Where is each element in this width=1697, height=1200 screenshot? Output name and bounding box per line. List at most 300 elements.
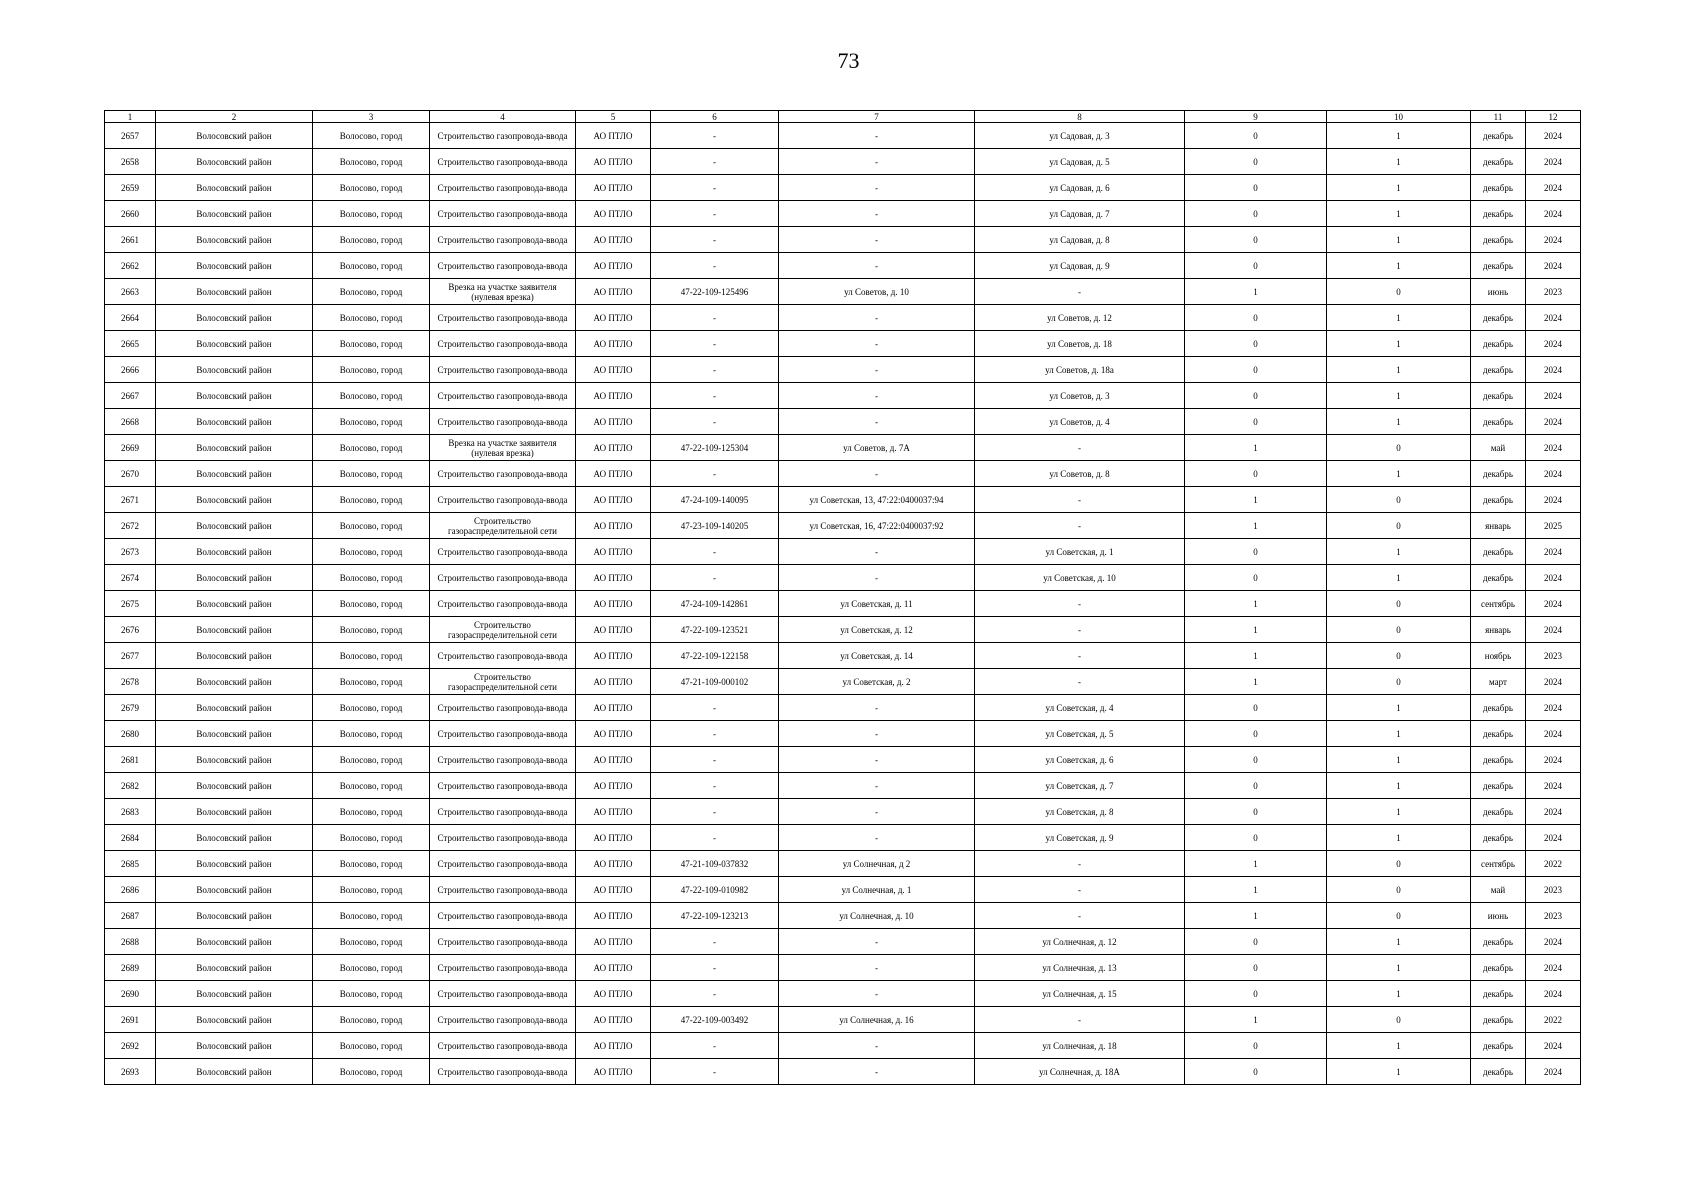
table-cell: ул Советов, д. 10 bbox=[779, 279, 975, 305]
table-cell: АО ПТЛО bbox=[576, 1007, 651, 1033]
table-cell: 2657 bbox=[105, 123, 156, 149]
table-cell: Волосово, город bbox=[313, 799, 430, 825]
table-cell: 0 bbox=[1185, 149, 1327, 175]
table-cell: ул Советская, д. 4 bbox=[975, 695, 1185, 721]
table-cell: Строительство газопровода-ввода bbox=[430, 461, 576, 487]
table-cell: Строительство газопровода-ввода bbox=[430, 305, 576, 331]
table-cell: АО ПТЛО bbox=[576, 669, 651, 695]
table-cell: Волосовский район bbox=[156, 669, 313, 695]
table-cell: 1 bbox=[1327, 539, 1471, 565]
table-cell: - bbox=[779, 955, 975, 981]
table-cell: 2024 bbox=[1526, 695, 1581, 721]
table-cell: Волосово, город bbox=[313, 825, 430, 851]
table-cell: 2024 bbox=[1526, 487, 1581, 513]
table-row bbox=[105, 487, 1581, 513]
table-cell: 1 bbox=[1327, 1033, 1471, 1059]
table-cell: Строительство газопровода-ввода bbox=[430, 383, 576, 409]
table-cell: 2693 bbox=[105, 1059, 156, 1085]
table-cell: - bbox=[975, 435, 1185, 461]
table-cell: Волосовский район bbox=[156, 487, 313, 513]
table-cell: декабрь bbox=[1471, 773, 1526, 799]
table-cell: Волосовский район bbox=[156, 331, 313, 357]
table-cell: - bbox=[779, 1059, 975, 1085]
table-cell: декабрь bbox=[1471, 149, 1526, 175]
table-cell: 2024 bbox=[1526, 1033, 1581, 1059]
column-header: 4 bbox=[430, 111, 576, 123]
table-cell: 47-21-109-000102 bbox=[651, 669, 779, 695]
table-cell: 2024 bbox=[1526, 175, 1581, 201]
table-cell: 0 bbox=[1185, 825, 1327, 851]
table-cell: - bbox=[779, 799, 975, 825]
table-cell: 1 bbox=[1327, 929, 1471, 955]
table-cell: 1 bbox=[1327, 721, 1471, 747]
table-cell: - bbox=[651, 773, 779, 799]
table-cell: 0 bbox=[1185, 383, 1327, 409]
table-cell: 0 bbox=[1185, 955, 1327, 981]
table-cell: 2688 bbox=[105, 929, 156, 955]
table-cell: Волосово, город bbox=[313, 279, 430, 305]
table-cell: Волосово, город bbox=[313, 929, 430, 955]
table-cell: Волосовский район bbox=[156, 461, 313, 487]
table-cell: Строительство газопровода-ввода bbox=[430, 253, 576, 279]
table-cell: АО ПТЛО bbox=[576, 1059, 651, 1085]
table-cell: Волосовский район bbox=[156, 513, 313, 539]
table-cell: - bbox=[651, 357, 779, 383]
table-cell: 1 bbox=[1185, 877, 1327, 903]
table-cell: - bbox=[651, 253, 779, 279]
table-cell: 1 bbox=[1327, 149, 1471, 175]
table-cell: АО ПТЛО bbox=[576, 435, 651, 461]
table-cell: Волосово, город bbox=[313, 305, 430, 331]
table-cell: 2685 bbox=[105, 851, 156, 877]
column-header: 3 bbox=[313, 111, 430, 123]
table-cell: 47-22-109-010982 bbox=[651, 877, 779, 903]
column-header: 2 bbox=[156, 111, 313, 123]
table-cell: Волосовский район bbox=[156, 877, 313, 903]
table-cell: 2024 bbox=[1526, 955, 1581, 981]
table-cell: декабрь bbox=[1471, 331, 1526, 357]
table-row bbox=[105, 1007, 1581, 1033]
table-cell: Волосово, город bbox=[313, 591, 430, 617]
table-cell: ул Садовая, д. 8 bbox=[975, 227, 1185, 253]
table-cell: 2024 bbox=[1526, 591, 1581, 617]
table-cell: Строительство газопровода-ввода bbox=[430, 1007, 576, 1033]
table-row bbox=[105, 305, 1581, 331]
table-cell: - bbox=[779, 747, 975, 773]
table-cell: 1 bbox=[1185, 487, 1327, 513]
table-cell: Строительство газопровода-ввода bbox=[430, 591, 576, 617]
table-cell: - bbox=[651, 461, 779, 487]
table-cell: 2664 bbox=[105, 305, 156, 331]
table-row bbox=[105, 279, 1581, 305]
table-cell: Волосовский район bbox=[156, 175, 313, 201]
table-row bbox=[105, 981, 1581, 1007]
table-cell: 2024 bbox=[1526, 565, 1581, 591]
table-cell: 2670 bbox=[105, 461, 156, 487]
table-cell: - bbox=[779, 123, 975, 149]
table-cell: 0 bbox=[1185, 929, 1327, 955]
table-cell: 0 bbox=[1185, 773, 1327, 799]
table-cell: декабрь bbox=[1471, 695, 1526, 721]
table-cell: Строительство газопровода-ввода bbox=[430, 851, 576, 877]
table-cell: Строительство газопровода-ввода bbox=[430, 331, 576, 357]
table-cell: ул Солнечная, д. 1 bbox=[779, 877, 975, 903]
table-cell: 2658 bbox=[105, 149, 156, 175]
table-cell: декабрь bbox=[1471, 201, 1526, 227]
table-row bbox=[105, 357, 1581, 383]
table-cell: 2022 bbox=[1526, 851, 1581, 877]
table-cell: Волосово, город bbox=[313, 461, 430, 487]
table-row bbox=[105, 903, 1581, 929]
table-cell: Волосово, город bbox=[313, 643, 430, 669]
table-cell: 2024 bbox=[1526, 305, 1581, 331]
table-cell: 2686 bbox=[105, 877, 156, 903]
table-cell: АО ПТЛО bbox=[576, 565, 651, 591]
table-cell: 47-22-109-125304 bbox=[651, 435, 779, 461]
table-cell: Волосовский район bbox=[156, 721, 313, 747]
table-cell: Волосово, город bbox=[313, 201, 430, 227]
table-cell: - bbox=[779, 149, 975, 175]
table-cell: май bbox=[1471, 435, 1526, 461]
table-cell: 2023 bbox=[1526, 877, 1581, 903]
table-cell: Волосово, город bbox=[313, 669, 430, 695]
table-cell: - bbox=[975, 279, 1185, 305]
table-row bbox=[105, 877, 1581, 903]
table-row bbox=[105, 955, 1581, 981]
table-cell: 1 bbox=[1185, 591, 1327, 617]
table-cell: 2681 bbox=[105, 747, 156, 773]
table-cell: Волосово, город bbox=[313, 435, 430, 461]
table-cell: Строительство газопровода-ввода bbox=[430, 929, 576, 955]
table-cell: Волосово, город bbox=[313, 331, 430, 357]
table-cell: - bbox=[651, 929, 779, 955]
table-cell: 1 bbox=[1327, 305, 1471, 331]
table-cell: Волосово, город bbox=[313, 175, 430, 201]
table-cell: Волосовский район bbox=[156, 539, 313, 565]
table-cell: 0 bbox=[1327, 877, 1471, 903]
table-cell: Волосовский район bbox=[156, 851, 313, 877]
table-cell: АО ПТЛО bbox=[576, 461, 651, 487]
table-cell: декабрь bbox=[1471, 175, 1526, 201]
table-cell: Строительство газораспределительной сети bbox=[430, 669, 576, 695]
table-cell: АО ПТЛО bbox=[576, 903, 651, 929]
table-cell: Волосовский район bbox=[156, 591, 313, 617]
table-cell: декабрь bbox=[1471, 1007, 1526, 1033]
table-cell: ноябрь bbox=[1471, 643, 1526, 669]
table-cell: 47-23-109-140205 bbox=[651, 513, 779, 539]
table-cell: 1 bbox=[1327, 773, 1471, 799]
table-cell: Строительство газопровода-ввода bbox=[430, 149, 576, 175]
table-cell: Волосовский район bbox=[156, 981, 313, 1007]
table-cell: 2661 bbox=[105, 227, 156, 253]
table-row bbox=[105, 409, 1581, 435]
table-cell: 2023 bbox=[1526, 643, 1581, 669]
table-cell: Волосово, город bbox=[313, 851, 430, 877]
table-cell: АО ПТЛО bbox=[576, 851, 651, 877]
table-cell: Волосово, город bbox=[313, 253, 430, 279]
table-cell: Строительство газопровода-ввода bbox=[430, 799, 576, 825]
table-cell: Строительство газопровода-ввода bbox=[430, 955, 576, 981]
table-cell: Строительство газопровода-ввода bbox=[430, 357, 576, 383]
table-row bbox=[105, 123, 1581, 149]
table-cell: 2024 bbox=[1526, 981, 1581, 1007]
table-cell: АО ПТЛО bbox=[576, 253, 651, 279]
table-cell: - bbox=[779, 981, 975, 1007]
table-cell: 2024 bbox=[1526, 773, 1581, 799]
table-cell: 47-22-109-122158 bbox=[651, 643, 779, 669]
table-cell: - bbox=[651, 201, 779, 227]
table-cell: 2691 bbox=[105, 1007, 156, 1033]
table-cell: 1 bbox=[1327, 201, 1471, 227]
table-cell: ул Советов, д. 7А bbox=[779, 435, 975, 461]
table-cell: ул Садовая, д. 5 bbox=[975, 149, 1185, 175]
table-cell: Волосово, город bbox=[313, 149, 430, 175]
table-cell: 1 bbox=[1327, 227, 1471, 253]
table-cell: - bbox=[779, 409, 975, 435]
table-cell: 2683 bbox=[105, 799, 156, 825]
table-cell: АО ПТЛО bbox=[576, 721, 651, 747]
table-cell: - bbox=[651, 825, 779, 851]
table-cell: - bbox=[779, 175, 975, 201]
table-row bbox=[105, 617, 1581, 643]
table-cell: 2682 bbox=[105, 773, 156, 799]
table-cell: Волосово, город bbox=[313, 565, 430, 591]
table-row bbox=[105, 1059, 1581, 1085]
table-cell: ул Советская, д. 8 bbox=[975, 799, 1185, 825]
table-cell: АО ПТЛО bbox=[576, 331, 651, 357]
table-cell: Волосово, город bbox=[313, 695, 430, 721]
table-cell: 1 bbox=[1327, 981, 1471, 1007]
table-cell: ул Солнечная, д. 12 bbox=[975, 929, 1185, 955]
table-row bbox=[105, 799, 1581, 825]
table-cell: АО ПТЛО bbox=[576, 643, 651, 669]
table-cell: май bbox=[1471, 877, 1526, 903]
page-number: 73 bbox=[837, 48, 860, 73]
table-cell: ул Солнечная, д. 16 bbox=[779, 1007, 975, 1033]
column-header: 11 bbox=[1471, 111, 1526, 123]
table-cell: 0 bbox=[1327, 435, 1471, 461]
table-cell: декабрь bbox=[1471, 487, 1526, 513]
table-cell: Строительство газопровода-ввода bbox=[430, 487, 576, 513]
table-cell: АО ПТЛО bbox=[576, 591, 651, 617]
table-cell: АО ПТЛО bbox=[576, 513, 651, 539]
table-cell: АО ПТЛО bbox=[576, 357, 651, 383]
table-cell: ул Садовая, д. 6 bbox=[975, 175, 1185, 201]
table-cell: ул Садовая, д. 7 bbox=[975, 201, 1185, 227]
table-cell: Волосово, город bbox=[313, 617, 430, 643]
table-cell: Строительство газопровода-ввода bbox=[430, 981, 576, 1007]
table-cell: АО ПТЛО bbox=[576, 929, 651, 955]
table-cell: декабрь bbox=[1471, 929, 1526, 955]
table-cell: 47-22-109-003492 bbox=[651, 1007, 779, 1033]
table-cell: ул Советов, д. 12 bbox=[975, 305, 1185, 331]
table-cell: Волосовский район bbox=[156, 1007, 313, 1033]
table-cell: 2666 bbox=[105, 357, 156, 383]
table-cell: 47-22-109-123213 bbox=[651, 903, 779, 929]
table-cell: 0 bbox=[1185, 123, 1327, 149]
table-row bbox=[105, 669, 1581, 695]
table-cell: 2024 bbox=[1526, 227, 1581, 253]
table-cell: ул Советов, д. 18 bbox=[975, 331, 1185, 357]
table-cell: 1 bbox=[1327, 175, 1471, 201]
table-cell: - bbox=[651, 383, 779, 409]
table-cell: декабрь bbox=[1471, 981, 1526, 1007]
table-cell: - bbox=[779, 773, 975, 799]
table-cell: 0 bbox=[1185, 747, 1327, 773]
table-cell: 0 bbox=[1185, 565, 1327, 591]
table-cell: 0 bbox=[1327, 617, 1471, 643]
table-cell: - bbox=[779, 305, 975, 331]
table-cell: - bbox=[651, 799, 779, 825]
table-cell: 47-21-109-037832 bbox=[651, 851, 779, 877]
table-cell: Волосовский район bbox=[156, 383, 313, 409]
table-cell: 1 bbox=[1327, 383, 1471, 409]
table-cell: - bbox=[651, 149, 779, 175]
table-cell: Волосово, город bbox=[313, 721, 430, 747]
table-row bbox=[105, 513, 1581, 539]
table-cell: ул Солнечная, д. 10 bbox=[779, 903, 975, 929]
table-cell: - bbox=[975, 617, 1185, 643]
table-cell: - bbox=[779, 227, 975, 253]
table-cell: ул Советская, д. 2 bbox=[779, 669, 975, 695]
table-cell: АО ПТЛО bbox=[576, 175, 651, 201]
table-cell: Волосовский район bbox=[156, 123, 313, 149]
table-cell: 2022 bbox=[1526, 1007, 1581, 1033]
table-cell: декабрь bbox=[1471, 747, 1526, 773]
table-cell: 1 bbox=[1327, 123, 1471, 149]
column-header: 6 bbox=[651, 111, 779, 123]
table-cell: - bbox=[779, 1033, 975, 1059]
table-row bbox=[105, 747, 1581, 773]
table-cell: ул Солнечная, д. 18А bbox=[975, 1059, 1185, 1085]
table-cell: АО ПТЛО bbox=[576, 279, 651, 305]
table-cell: Волосовский район bbox=[156, 643, 313, 669]
table-cell: 1 bbox=[1185, 279, 1327, 305]
table-cell: Волосовский район bbox=[156, 1059, 313, 1085]
table-cell: 0 bbox=[1185, 227, 1327, 253]
table-cell: 2024 bbox=[1526, 929, 1581, 955]
table-cell: декабрь bbox=[1471, 253, 1526, 279]
table-cell: 2024 bbox=[1526, 825, 1581, 851]
table-cell: ул Советов, д. 4 bbox=[975, 409, 1185, 435]
table-cell: 0 bbox=[1185, 409, 1327, 435]
table-cell: 1 bbox=[1327, 955, 1471, 981]
table-cell: Волосово, город bbox=[313, 1007, 430, 1033]
table-cell: Строительство газопровода-ввода bbox=[430, 643, 576, 669]
table-cell: 1 bbox=[1327, 799, 1471, 825]
table-cell: 2024 bbox=[1526, 435, 1581, 461]
table-cell: 0 bbox=[1185, 1059, 1327, 1085]
table-cell: Волосовский район bbox=[156, 617, 313, 643]
table-cell: - bbox=[651, 1033, 779, 1059]
table-cell: декабрь bbox=[1471, 825, 1526, 851]
table-row bbox=[105, 331, 1581, 357]
table-cell: - bbox=[975, 877, 1185, 903]
table-cell: Волосово, город bbox=[313, 773, 430, 799]
table-cell: АО ПТЛО bbox=[576, 409, 651, 435]
table-cell: Волосово, город bbox=[313, 383, 430, 409]
table-cell: 2024 bbox=[1526, 669, 1581, 695]
table-cell: АО ПТЛО bbox=[576, 773, 651, 799]
table-cell: Строительство газопровода-ввода bbox=[430, 695, 576, 721]
table-row bbox=[105, 851, 1581, 877]
table-cell: 2668 bbox=[105, 409, 156, 435]
table-cell: АО ПТЛО bbox=[576, 487, 651, 513]
table-cell: Врезка на участке заявителя (нулевая врезка) bbox=[430, 279, 576, 305]
table-row bbox=[105, 175, 1581, 201]
table-cell: 2675 bbox=[105, 591, 156, 617]
table-cell: 2023 bbox=[1526, 279, 1581, 305]
table-cell: декабрь bbox=[1471, 461, 1526, 487]
column-header: 12 bbox=[1526, 111, 1581, 123]
table-cell: 1 bbox=[1185, 617, 1327, 643]
table-cell: 0 bbox=[1185, 305, 1327, 331]
table-cell: Волосовский район bbox=[156, 695, 313, 721]
table-cell: АО ПТЛО bbox=[576, 981, 651, 1007]
table-cell: 47-24-109-142861 bbox=[651, 591, 779, 617]
table-cell: 2024 bbox=[1526, 747, 1581, 773]
table-cell: декабрь bbox=[1471, 955, 1526, 981]
table-row bbox=[105, 565, 1581, 591]
table-cell: - bbox=[651, 955, 779, 981]
table-row bbox=[105, 227, 1581, 253]
table-cell: Волосово, город bbox=[313, 903, 430, 929]
table-cell: Строительство газопровода-ввода bbox=[430, 565, 576, 591]
table-cell: Волосово, город bbox=[313, 357, 430, 383]
table-cell: Строительство газопровода-ввода bbox=[430, 123, 576, 149]
table-cell: 2689 bbox=[105, 955, 156, 981]
table-cell: 2024 bbox=[1526, 409, 1581, 435]
table-cell: декабрь bbox=[1471, 799, 1526, 825]
table-cell: 0 bbox=[1327, 903, 1471, 929]
table-row bbox=[105, 383, 1581, 409]
table-cell: Строительство газопровода-ввода bbox=[430, 825, 576, 851]
column-header: 1 bbox=[105, 111, 156, 123]
table-cell: 47-24-109-140095 bbox=[651, 487, 779, 513]
table-cell: - bbox=[779, 383, 975, 409]
table-cell: - bbox=[779, 331, 975, 357]
table-cell: 2687 bbox=[105, 903, 156, 929]
table-cell: 2684 bbox=[105, 825, 156, 851]
table-cell: 2665 bbox=[105, 331, 156, 357]
table-cell: Волосово, город bbox=[313, 487, 430, 513]
table-cell: - bbox=[651, 539, 779, 565]
table-cell: Волосовский район bbox=[156, 357, 313, 383]
table-cell: 2673 bbox=[105, 539, 156, 565]
table-cell: 2024 bbox=[1526, 253, 1581, 279]
table-cell: июнь bbox=[1471, 903, 1526, 929]
header-row bbox=[105, 111, 1581, 123]
table-cell: 2025 bbox=[1526, 513, 1581, 539]
table-cell: Волосово, город bbox=[313, 747, 430, 773]
table-cell: Строительство газораспределительной сети bbox=[430, 513, 576, 539]
table-cell: декабрь bbox=[1471, 539, 1526, 565]
table-cell: ул Советская, д. 14 bbox=[779, 643, 975, 669]
table-cell: 2023 bbox=[1526, 903, 1581, 929]
table-cell: АО ПТЛО bbox=[576, 695, 651, 721]
table-cell: - bbox=[779, 539, 975, 565]
table-row bbox=[105, 825, 1581, 851]
table-cell: АО ПТЛО bbox=[576, 747, 651, 773]
table-cell: АО ПТЛО bbox=[576, 383, 651, 409]
table-cell: 1 bbox=[1327, 695, 1471, 721]
table-cell: - bbox=[651, 409, 779, 435]
table-cell: Волосовский район bbox=[156, 773, 313, 799]
table-cell: ул Садовая, д. 9 bbox=[975, 253, 1185, 279]
table-cell: - bbox=[779, 695, 975, 721]
table-cell: - bbox=[651, 123, 779, 149]
table-cell: Волосовский район bbox=[156, 929, 313, 955]
